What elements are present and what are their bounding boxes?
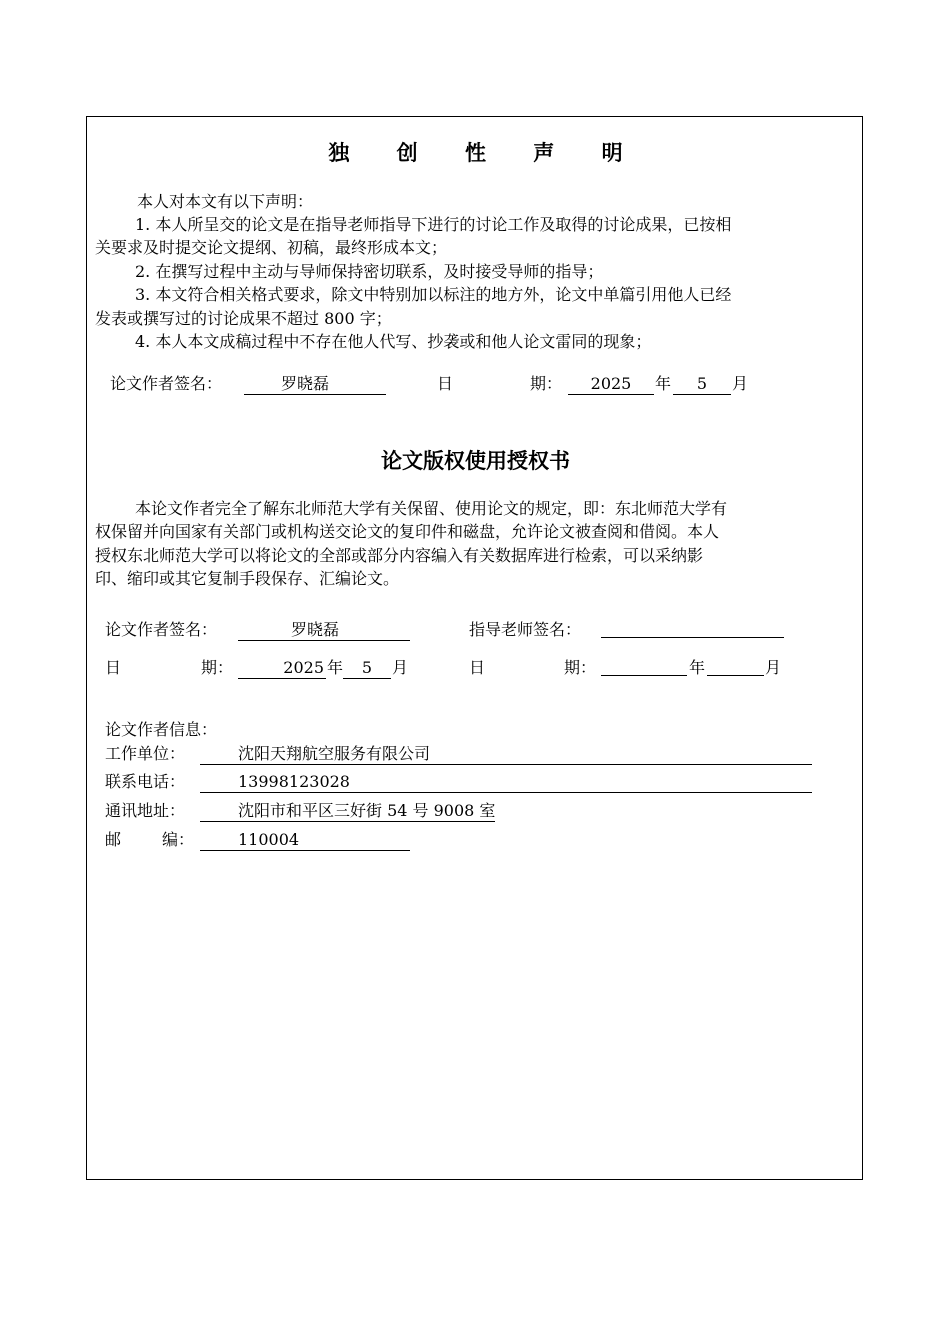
authorization-month: 5 xyxy=(343,658,391,679)
declaration-item-3a: 3. 本文符合相关格式要求，除文中特别加以标注的地方外，论文中单篇引用他人已经 xyxy=(135,285,732,304)
phone-label: 联系电话： xyxy=(105,772,186,791)
advisor-date-label-1: 日 xyxy=(469,658,486,677)
authorization-body-line-4: 印、缩印或其它复制手段保存、汇编论文。 xyxy=(95,569,400,588)
declaration-author-signature: 罗晓磊 xyxy=(244,374,386,395)
author-info-heading: 论文作者信息： xyxy=(105,720,218,739)
authorization-body-line-1: 本论文作者完全了解东北师范大学有关保留、使用论文的规定，即：东北师范大学有 xyxy=(135,499,728,518)
declaration-intro: 本人对本文有以下声明： xyxy=(137,192,314,211)
advisor-signature-label: 指导老师签名： xyxy=(469,620,582,639)
declaration-item-1a: 1. 本人所呈交的论文是在指导老师指导下进行的讨论工作及取得的讨论成果，已按相 xyxy=(135,215,732,234)
employer-value: 沈阳天翔航空服务有限公司 xyxy=(200,744,812,765)
authorization-date-label-2: 期： xyxy=(201,658,234,677)
declaration-item-4: 4. 本人本文成稿过程中不存在他人代写、抄袭或和他人论文雷同的现象； xyxy=(135,332,652,351)
advisor-year-unit: 年 xyxy=(689,658,706,677)
declaration-month: 5 xyxy=(673,374,731,395)
advisor-year-field xyxy=(601,658,687,676)
declaration-date-label-2: 期： xyxy=(530,374,563,393)
statement-frame xyxy=(86,116,863,1180)
authorization-year-unit: 年 xyxy=(327,658,344,677)
advisor-month-unit: 月 xyxy=(765,658,782,677)
employer-label: 工作单位： xyxy=(105,744,186,763)
declaration-item-2: 2. 在撰写过程中主动与导师保持密切联系，及时接受导师的指导； xyxy=(135,262,604,281)
declaration-year-unit: 年 xyxy=(655,374,672,393)
declaration-item-3b: 发表或撰写过的讨论成果不超过 800 字； xyxy=(95,309,392,328)
declaration-month-unit: 月 xyxy=(732,374,749,393)
authorization-title: 论文版权使用授权书 xyxy=(381,449,570,473)
declaration-date-label-1: 日 xyxy=(437,374,454,393)
authorization-month-unit: 月 xyxy=(392,658,409,677)
postcode-label-1: 邮 xyxy=(105,830,122,849)
authorization-body-line-2: 权保留并向国家有关部门或机构送交论文的复印件和磁盘，允许论文被查阅和借阅。本人 xyxy=(95,522,720,541)
authorization-body-line-3: 授权东北师范大学可以将论文的全部或部分内容编入有关数据库进行检索，可以采纳影 xyxy=(95,546,704,565)
address-label: 通讯地址： xyxy=(105,801,186,820)
authorization-year: 2025 xyxy=(238,658,326,679)
declaration-title: 独 创 性 声 明 xyxy=(328,141,643,165)
declaration-author-label: 论文作者签名： xyxy=(110,374,223,393)
phone-value: 13998123028 xyxy=(200,772,812,793)
postcode-label-2: 编： xyxy=(162,830,195,849)
authorization-author-label: 论文作者签名： xyxy=(105,620,218,639)
postcode-value: 110004 xyxy=(200,830,410,851)
declaration-year: 2025 xyxy=(568,374,654,395)
declaration-item-1b: 关要求及时提交论文提纲、初稿，最终形成本文； xyxy=(95,238,448,257)
advisor-month-field xyxy=(707,658,764,676)
authorization-date-label-1: 日 xyxy=(105,658,122,677)
advisor-signature-field xyxy=(601,620,784,638)
authorization-author-signature: 罗晓磊 xyxy=(238,620,410,641)
address-value: 沈阳市和平区三好街 54 号 9008 室 xyxy=(200,801,495,822)
advisor-date-label-2: 期： xyxy=(564,658,597,677)
